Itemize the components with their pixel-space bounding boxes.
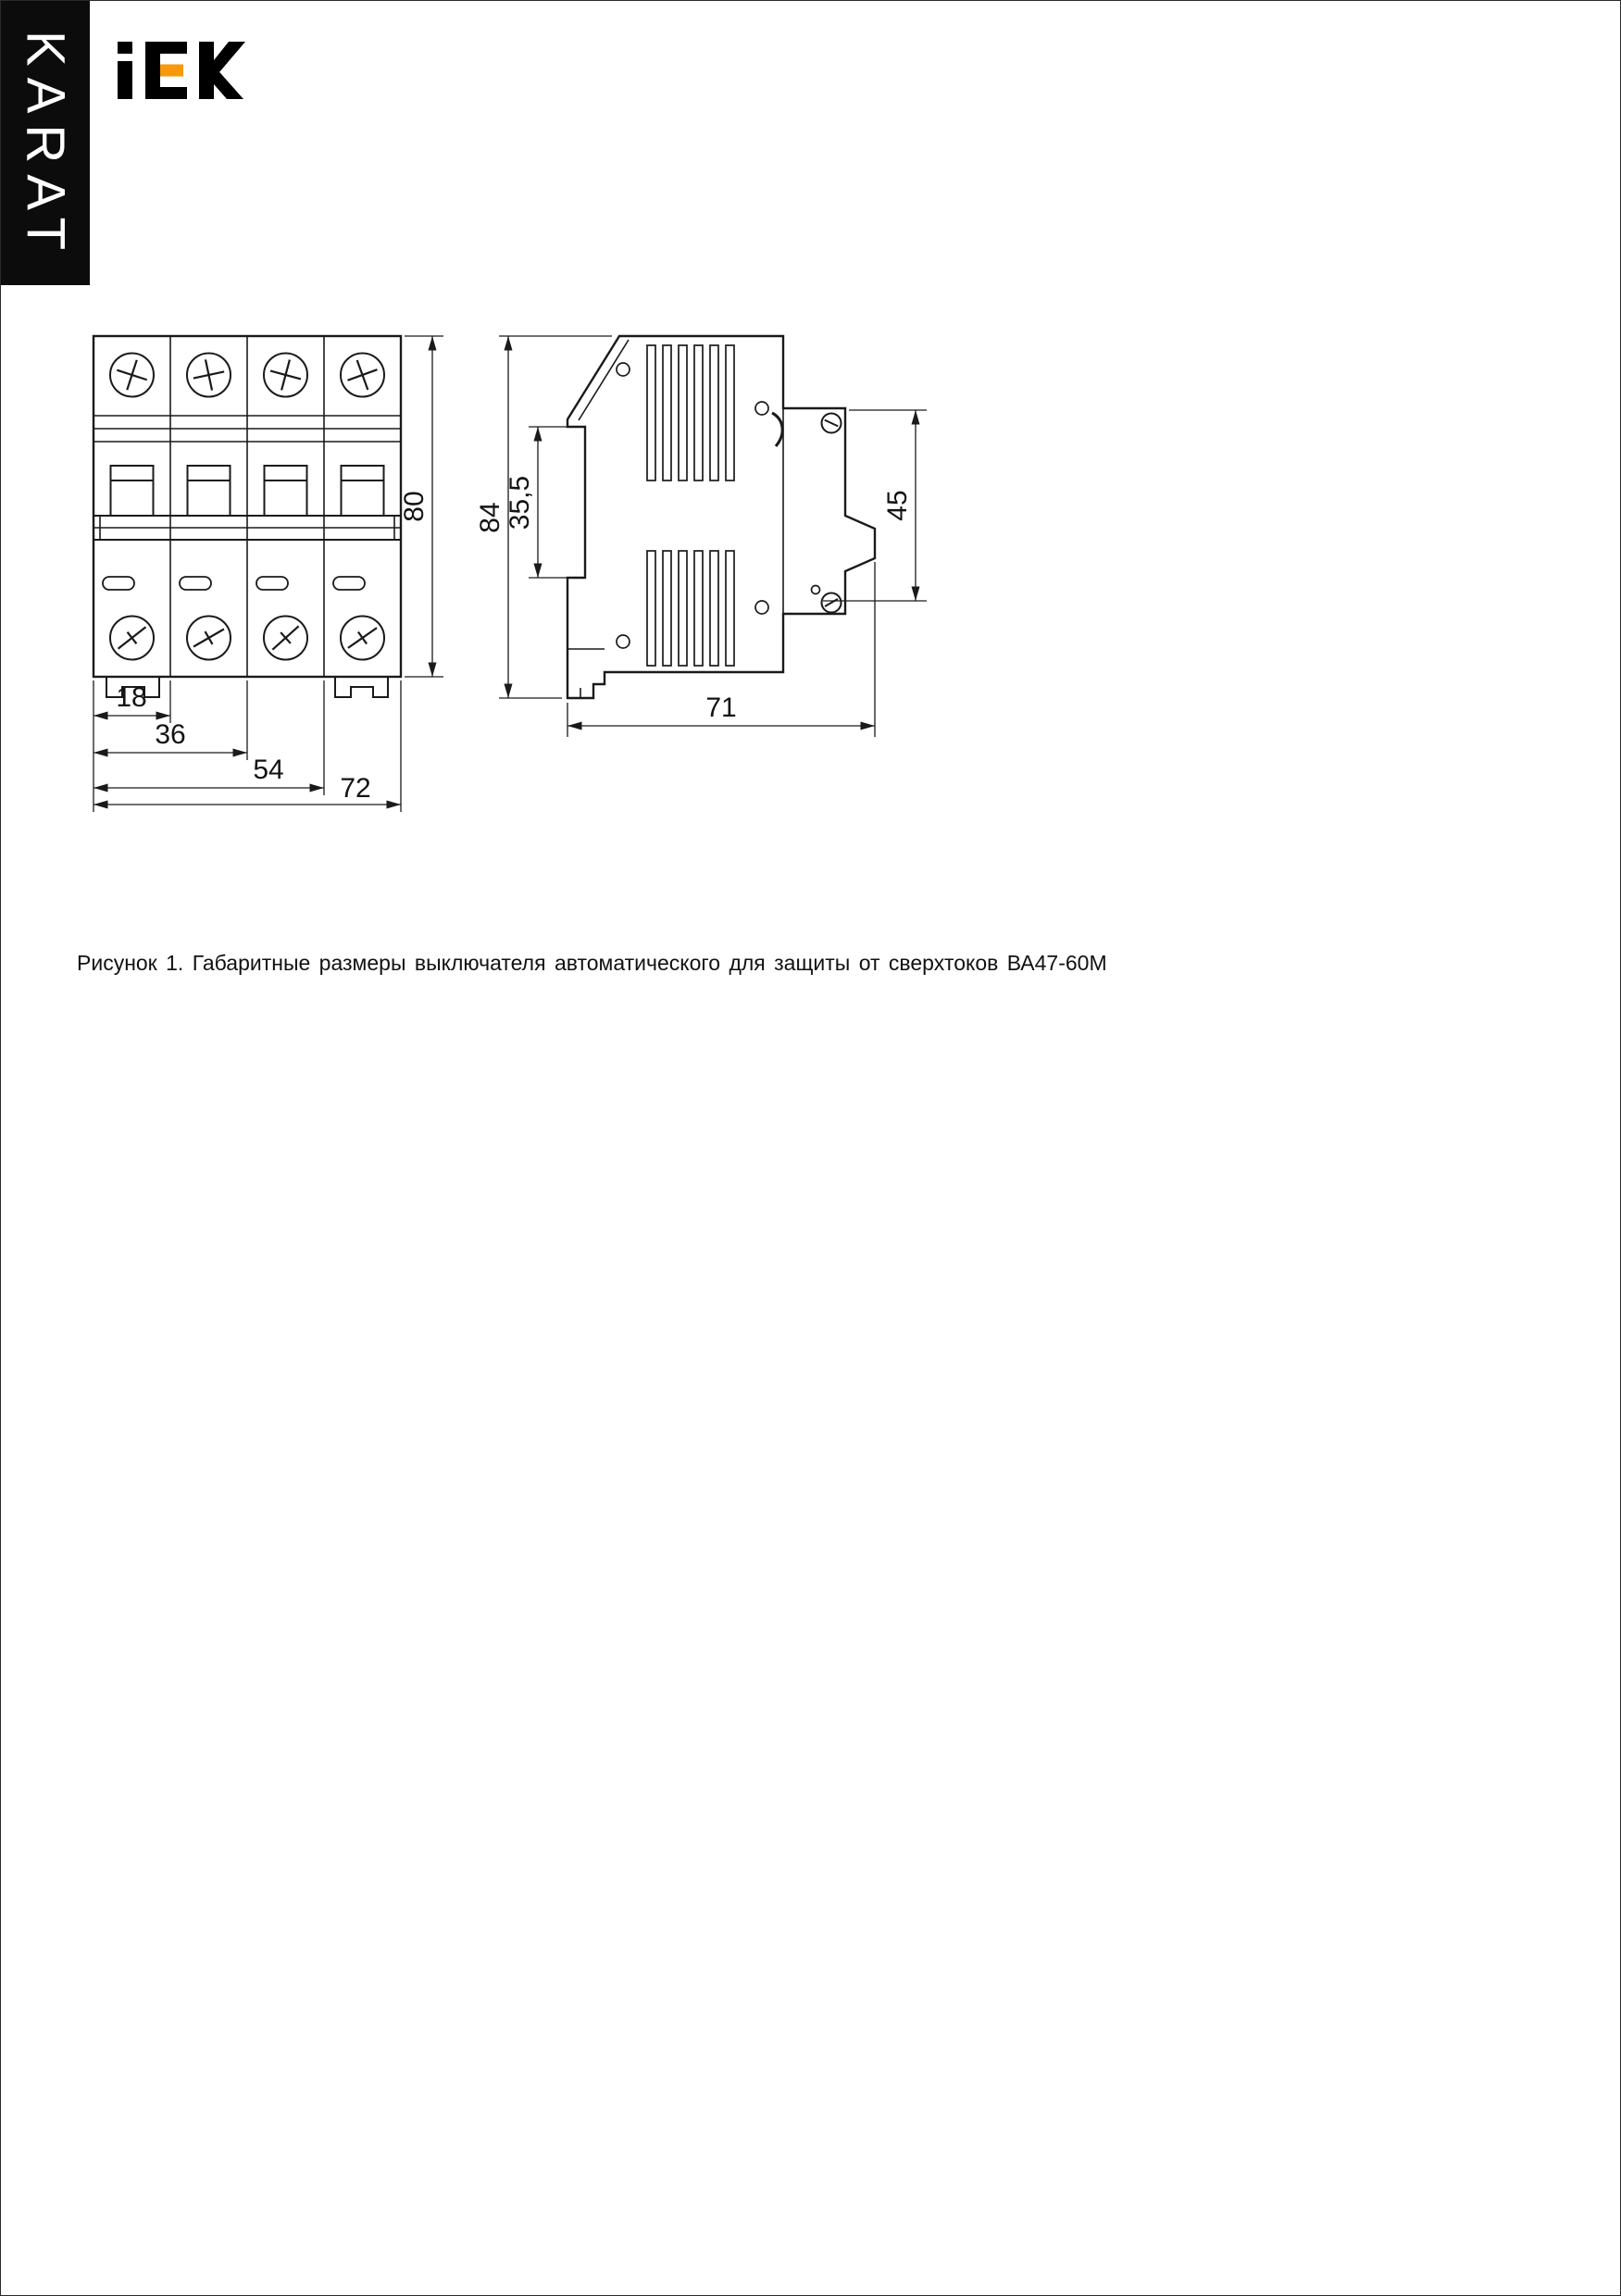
front-pole2-dim-label: 36 — [155, 719, 186, 750]
dimension-drawings — [75, 325, 950, 843]
front-height-dim-label: 80 — [399, 491, 430, 522]
letter-i — [118, 42, 132, 99]
side-depth-dim-label: 71 — [705, 693, 737, 723]
front-pole1-dim-label: 18 — [116, 682, 147, 713]
side-height-dim-label: 84 — [475, 502, 505, 533]
iek-logo — [118, 42, 247, 101]
iek-logo-graphic — [118, 42, 247, 101]
iek-logo-text — [247, 42, 248, 43]
side-mount-dim-label: 45 — [882, 490, 913, 521]
side-din-channel-dim-label: 35,5 — [505, 475, 535, 530]
figure-caption: Рисунок 1. Габаритные размеры выключателя автоматического для защиты от сверхтоков ВА47-60М — [77, 951, 1107, 975]
karat-side-banner — [1, 1, 90, 285]
front-pole3-dim-label: 54 — [253, 755, 284, 785]
letter-e — [145, 42, 187, 99]
letter-k — [199, 42, 245, 99]
front-width-dim-label: 72 — [340, 773, 371, 804]
side-view-body — [567, 336, 875, 698]
letter-e-accent-bar — [160, 65, 183, 77]
karat-series-label: KARAT — [15, 30, 76, 262]
